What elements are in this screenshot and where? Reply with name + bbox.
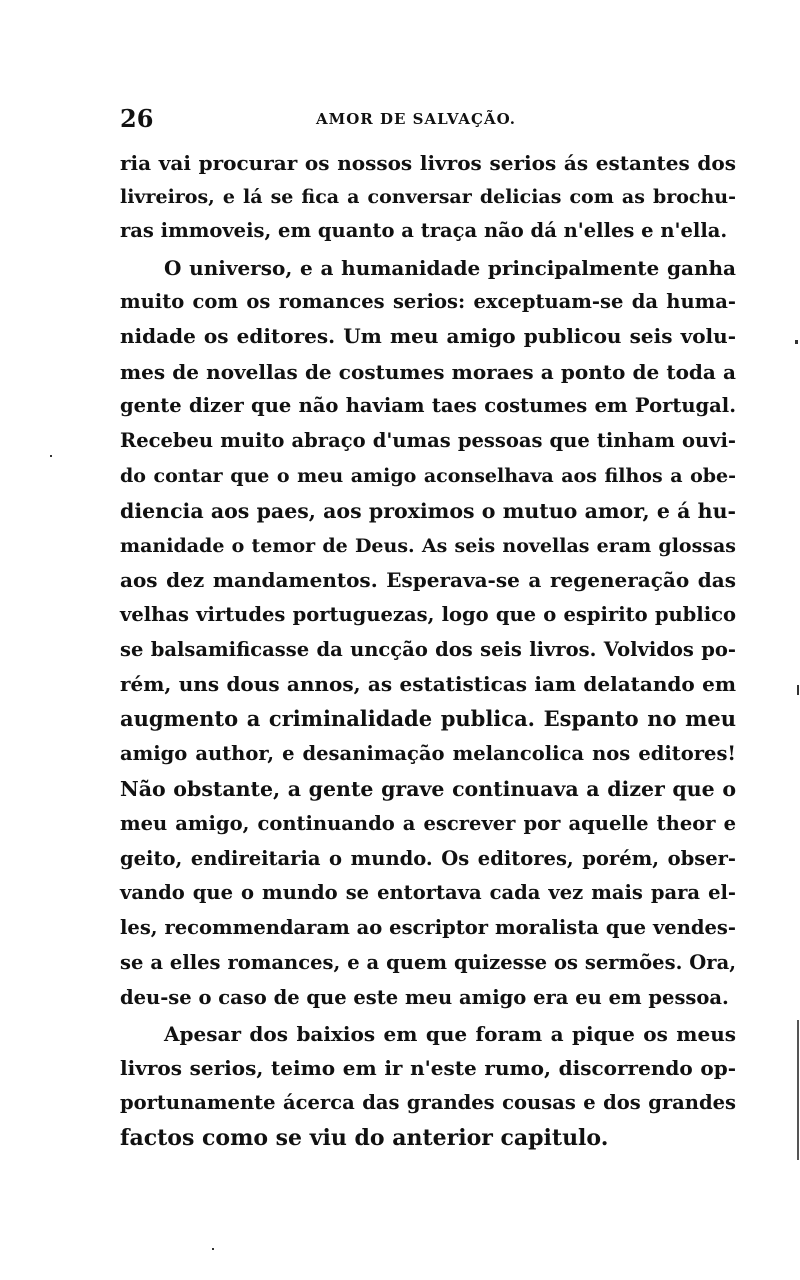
text-line: augmento a criminalidade publica. Espanto no meu bbox=[120, 706, 736, 731]
text-line: mes de novellas de costumes moraes a ponto de toda a bbox=[120, 360, 736, 384]
text-line: Apesar dos baixios em que foram a pique os meus bbox=[164, 1022, 736, 1046]
page-number: 26 bbox=[120, 104, 154, 133]
text-line: livreiros, e lá se fica a conversar delicias com as brochu- bbox=[120, 186, 736, 208]
text-line: ras immoveis, em quanto a traça não dá n'elles e n'ella. bbox=[120, 219, 728, 242]
text-line: ria vai procurar os nossos livros serios ás estantes dos bbox=[120, 151, 736, 175]
scan-speck bbox=[797, 1020, 799, 1160]
text-line: rém, uns dous annos, as estatisticas iam delatando em bbox=[120, 672, 736, 696]
text-line: portunamente ácerca das grandes cousas e dos grandes bbox=[120, 1091, 736, 1114]
text-line: velhas virtudes portuguezas, logo que o espirito publico bbox=[120, 603, 736, 626]
text-line: meu amigo, continuando a escrever por aquelle theor e bbox=[120, 812, 736, 835]
scan-speck bbox=[50, 455, 52, 457]
text-line: vando que o mundo se entortava cada vez mais para el- bbox=[120, 881, 736, 904]
text-line: geito, endireitaria o mundo. Os editores, porém, obser- bbox=[120, 847, 736, 870]
scan-speck bbox=[797, 685, 799, 695]
text-line: muito com os romances serios: exceptuam-se da huma- bbox=[120, 290, 736, 313]
scan-speck bbox=[795, 340, 798, 344]
text-line: diencia aos paes, aos proximos o mutuo amor, e á hu- bbox=[120, 499, 736, 523]
text-line: nidade os editores. Um meu amigo publicou seis volu- bbox=[120, 324, 736, 348]
text-line: Recebeu muito abraço d'umas pessoas que tinham ouvi- bbox=[120, 429, 736, 452]
text-line: aos dez mandamentos. Esperava-se a regeneração das bbox=[120, 568, 736, 592]
text-line: factos como se viu do anterior capitulo. bbox=[120, 1125, 609, 1151]
text-line: gente dizer que não haviam taes costumes em Portugal. bbox=[120, 394, 736, 417]
text-line: deu-se o caso de que este meu amigo era eu em pessoa. bbox=[120, 986, 729, 1009]
running-title: AMOR DE SALVAÇÃO. bbox=[316, 110, 516, 128]
text-line: manidade o temor de Deus. As seis novellas eram glossas bbox=[120, 535, 736, 557]
text-line: Não obstante, a gente grave continuava a dizer que o bbox=[120, 777, 736, 801]
text-line: O universo, e a humanidade principalmente ganha bbox=[164, 256, 736, 280]
text-line: do contar que o meu amigo aconselhava aos filhos a obe- bbox=[120, 465, 736, 487]
scan-speck bbox=[212, 1248, 214, 1250]
text-line: se a elles romances, e a quem quizesse os sermões. Ora, bbox=[120, 951, 736, 974]
text-line: livros serios, teimo em ir n'este rumo, discorrendo op- bbox=[120, 1056, 736, 1080]
text-line: amigo author, e desanimação melancolica nos editores! bbox=[120, 742, 736, 765]
text-line: les, recommendaram ao escriptor moralista que vendes- bbox=[120, 916, 736, 939]
text-line: se balsamificasse da uncção dos seis livros. Volvidos po- bbox=[120, 638, 736, 661]
